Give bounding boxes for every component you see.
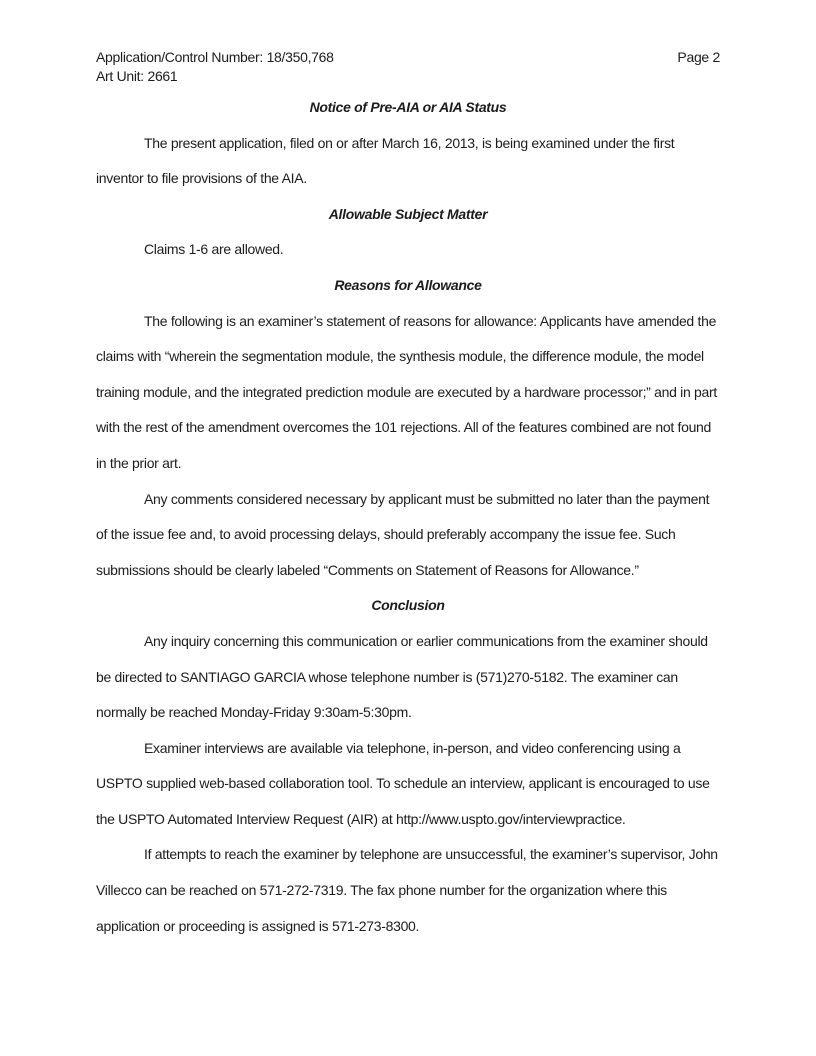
header-row-top [96,48,720,67]
document-body [96,90,720,944]
paragraph-present-application: The present application, filed on or after March 16, 2013, is being examined under the first inventor to file provisions of the AIA. [96,134,675,187]
paragraph-inquiry-contact: Any inquiry concerning this communication or earlier communications from the examiner should be directed to SANTIAGO GARCIA whose telephone number is (571)270-5182. The examiner can normally be reached Monday-Friday 9:30am-5:30pm. [96,632,708,721]
paragraph-examiner-interviews: Examiner interviews are available via telephone, in-person, and video conferencing using a USPTO supplied web-based collaboration tool. To schedule an interview, applicant is encouraged to use the USPTO Automated Interview Request (AIR) at http://www.uspto.gov/interviewpractice. [96,739,710,827]
paragraph-comments-submission: Any comments considered necessary by applicant must be submitted no later than the payment of the issue fee and, to avoid processing delays, should preferably accompany the issue fee. Such submissions should be clearly labeled “Comments on Statement of Reasons for Allowance.” [96,490,710,578]
document-header [96,48,720,86]
page-number: Page 2 [677,49,720,65]
section-heading-notice-of-pre-aia-or-aia-status: Notice of Pre-AIA or AIA Status [309,99,507,115]
paragraph-examiner-statement: The following is an examiner’s statement of reasons for allowance: Applicants have amended the claims with “wherein the segmentation module, the synthesis module, the difference module, the model training module, and the integrated prediction module are executed by a hardware processor;” and in part with the rest of the amendment overcomes the 101 rejections. All of the features combined are not found in the prior art. [96,312,717,471]
paragraph-supervisor-contact: If attempts to reach the examiner by telephone are unsuccessful, the examiner’s supervisor, John Villecco can be reached on 571-272-7319. The fax phone number for the organization where this application or proceeding is assigned is 571-273-8300. [96,846,718,934]
art-unit: Art Unit: 2661 [96,68,178,84]
paragraph-claims-allowed: Claims 1-6 are allowed. [144,241,284,258]
section-heading-reasons-for-allowance: Reasons for Allowance [334,276,482,293]
section-heading-conclusion: Conclusion [371,597,445,614]
application-control-number: Application/Control Number: 18/350,768 [96,49,334,65]
section-heading-allowable-subject-matter: Allowable Subject Matter [328,205,488,222]
